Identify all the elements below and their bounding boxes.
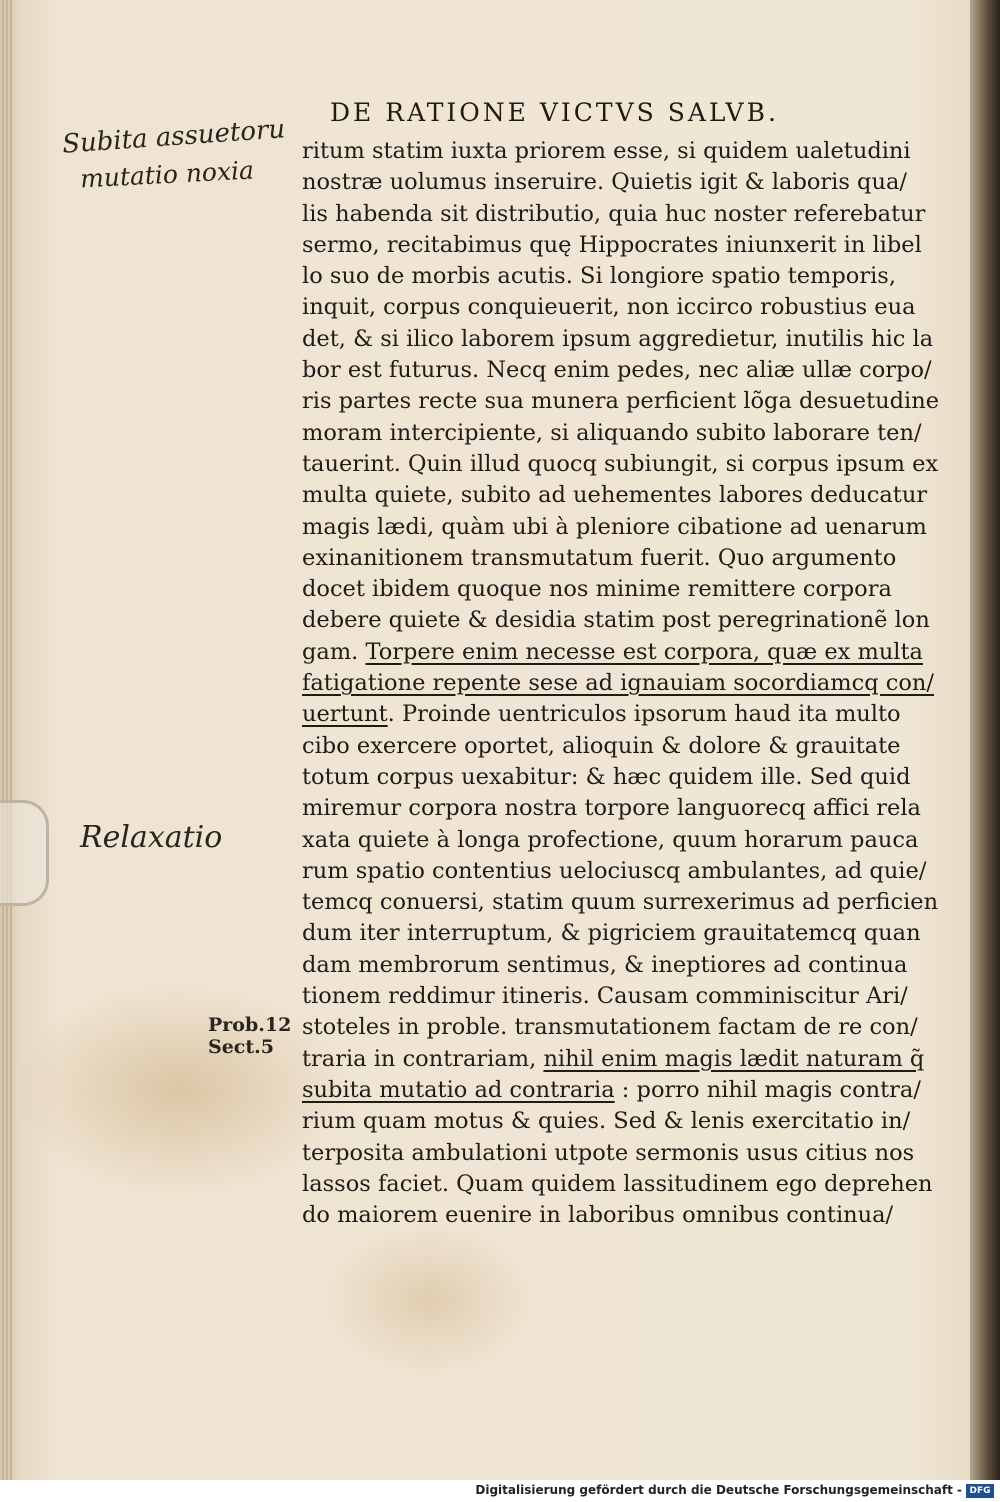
text-line: dum iter interruptum, & pigriciem grauitatemcq quan (302, 920, 921, 947)
text-line: do maiorem euenire in laboribus omnibus continua/ (302, 1202, 894, 1229)
book-binding (970, 0, 1000, 1480)
marginal-note-1-line-2: mutatio noxia (79, 155, 255, 194)
underlined-passage: Torpere enim necesse est corpora, quæ ex multa (365, 638, 923, 665)
text-line: debere quiete & desidia statim post peregrinationẽ lon (302, 607, 930, 634)
text-line: moram intercipiente, si aliquando subito laborare ten/ (302, 419, 922, 446)
text-line: multa quiete, subito ad uehementes labores deducatur (302, 482, 928, 509)
underlined-passage: nihil enim magis lædit naturam q̃ (543, 1045, 925, 1072)
underlined-passage: subita mutatio ad contraria (302, 1076, 615, 1103)
text-line: bor est futurus. Necq enim pedes, nec aliæ ullæ corpo/ (302, 357, 932, 384)
dfg-logo: DFG (966, 1484, 994, 1498)
text-line: xata quiete à longa profectione, quum horarum pauca (302, 826, 919, 853)
body-text (302, 136, 942, 1231)
text-line: ris partes recte sua munera perficient lõga desuetudine (302, 388, 940, 415)
text-line: cibo exercere oportet, alioquin & dolore & grauitate (302, 732, 901, 759)
text-line: lo suo de morbis acutis. Si longiore spatio temporis, (302, 263, 896, 290)
marginal-note-1: Subita assuetoru (61, 114, 287, 160)
text-line: totum corpus uexabitur: & hæc quidem ille. Sed quid (302, 763, 911, 790)
text-line: temcq conuersi, statim quum surrexerimus ad perficien (302, 889, 939, 916)
text-line (302, 1044, 942, 1075)
underlined-passage: uertunt (302, 701, 388, 728)
text-line (302, 637, 942, 668)
text-line: tionem reddimur itineris. Causam comminiscitur Ari/ (302, 983, 908, 1010)
text-line: miremur corpora nostra torpore languorecq affici rela (302, 795, 921, 822)
funding-notice: Digitalisierung gefördert durch die Deutsche Forschungsgemeinschaft - (475, 1483, 962, 1497)
text-line: rium quam motus & quies. Sed & lenis exercitatio in/ (302, 1108, 911, 1135)
text-line: dam membrorum sentimus, & ineptiores ad continua (302, 951, 908, 978)
text-segment: traria in contrariam, (302, 1045, 544, 1072)
text-line: inquit, corpus conquieuerit, non iccirco robustius eua (302, 294, 916, 321)
marginal-note-relaxatio: Relaxatio (80, 820, 223, 855)
text-line: sermo, recitabimus quę Hippocrates iniunxerit in libel (302, 231, 922, 258)
text-line: lassos faciet. Quam quidem lassitudinem ego deprehen (302, 1170, 933, 1197)
text-line: docet ibidem quoque nos minime remittere corpora (302, 576, 892, 603)
running-header: DE RATIONE VICTVS SALVB. (330, 98, 779, 127)
text-line (302, 1075, 942, 1106)
text-segment: : porro nihil magis contra/ (614, 1076, 921, 1103)
text-line: terposita ambulationi utpote sermonis usus citius nos (302, 1139, 915, 1166)
footer-bar (0, 1480, 1000, 1502)
text-line: tauerint. Quin illud quocq subiungit, si corpus ipsum ex (302, 450, 939, 477)
text-line (302, 668, 942, 699)
text-line: stoteles in proble. transmutationem factam de re con/ (302, 1014, 918, 1041)
text-segment: gam. (302, 638, 366, 665)
text-line: nostræ uolumus inseruire. Quietis igit & laboris qua/ (302, 169, 907, 196)
text-line (302, 699, 942, 730)
marginal-reference-sect: Sect.5 (208, 1036, 274, 1058)
text-line: exinanitionem transmutatum fuerit. Quo argumento (302, 544, 897, 571)
text-line: det, & si ilico laborem ipsum aggredietur, inutilis hic la (302, 325, 934, 352)
text-line: magis lædi, quàm ubi à pleniore cibatione ad uenarum (302, 513, 927, 540)
marginal-reference-prob: Prob.12 (208, 1014, 292, 1036)
page-clip (0, 800, 49, 906)
page-edges (0, 0, 12, 1480)
underlined-passage: fatigatione repente sese ad ignauiam socordiamcq con/ (302, 670, 934, 697)
text-line: lis habenda sit distributio, quia huc noster referebatur (302, 200, 926, 227)
text-line: ritum statim iuxta priorem esse, si quidem ualetudini (302, 138, 911, 164)
text-segment: . Proinde uentriculos ipsorum haud ita multo (387, 701, 901, 728)
text-line: rum spatio contentius uelociuscq ambulantes, ad quie/ (302, 857, 927, 884)
